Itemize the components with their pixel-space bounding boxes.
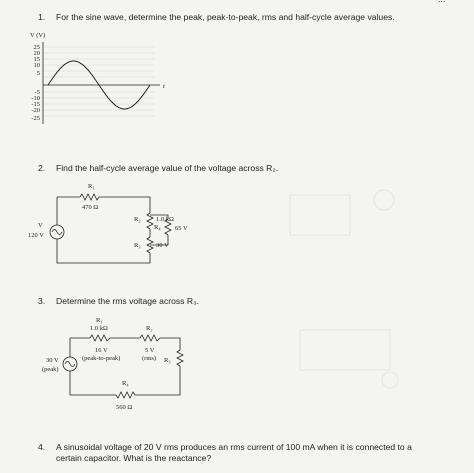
c2-r2-value: 1.0 kΩ [156,216,174,223]
c3-r1-volt: 16 V [95,347,108,354]
question-4-text-line1: A sinusoidal voltage of 20 V rms produces an rms current of 100 mA when it is connected to a [56,442,412,452]
c3-r1-volt-note: (peak-to-peak) [82,355,121,362]
tick-label: 5 [36,70,40,77]
tick-label: -20 [31,107,40,114]
c2-r3-name: R₃ [134,242,141,249]
c2-source-value: 120 V [28,232,44,239]
question-1-number: 1. [38,12,46,22]
c2-r1-value: 470 Ω [82,204,99,211]
c2-source-label: V [38,222,43,229]
tick-label: -15 [31,101,40,108]
c2-r3-value: 30 V [156,242,169,249]
tick-label: 10 [33,62,40,69]
question-4-number: 4. [38,442,46,452]
c2-r2-name: R₂ [134,216,141,223]
c3-r1-name: R₁ [96,317,103,324]
y-axis-label: V (V) [30,32,46,39]
question-3-number: 3. [38,296,46,306]
c3-r4-name: R₄ [122,380,129,387]
c3-r3-name: R₃ [164,357,171,364]
c3-r2-name: R₂ [146,325,153,332]
question-1-text: For the sine wave, determine the peak, peak-to-peak, rms and half-cycle average values. [56,12,395,22]
tick-label: 15 [33,56,40,63]
c3-r2-volt: 5 V [145,347,155,354]
question-3-text: Determine the rms voltage across R₃. [56,296,199,306]
c3-r4-value: 560 Ω [116,404,133,411]
c2-r4-name: R₄ [154,224,161,231]
c2-r4-value: 65 V [175,225,188,232]
tick-label: -5 [34,89,40,96]
question-2-text: Find the half-cycle average value of the voltage across R₂. [56,163,279,173]
c2-r1-name: R₁ [88,183,95,190]
c3-source-note: (peak) [42,366,59,373]
c3-source-value: 30 V [46,357,59,364]
question-4-text-line2: certain capacitor. What is the reactance? [56,453,212,463]
t-axis-label: t [163,83,165,90]
question-2-number: 2. [38,163,46,173]
c3-r2-volt-note: (rms) [142,355,157,362]
tick-label: -10 [31,95,40,102]
tick-label: -25 [31,115,40,122]
tick-label: 20 [33,50,40,57]
c3-r1-value: 1.0 kΩ [90,325,108,332]
tick-label: 25 [33,44,40,51]
